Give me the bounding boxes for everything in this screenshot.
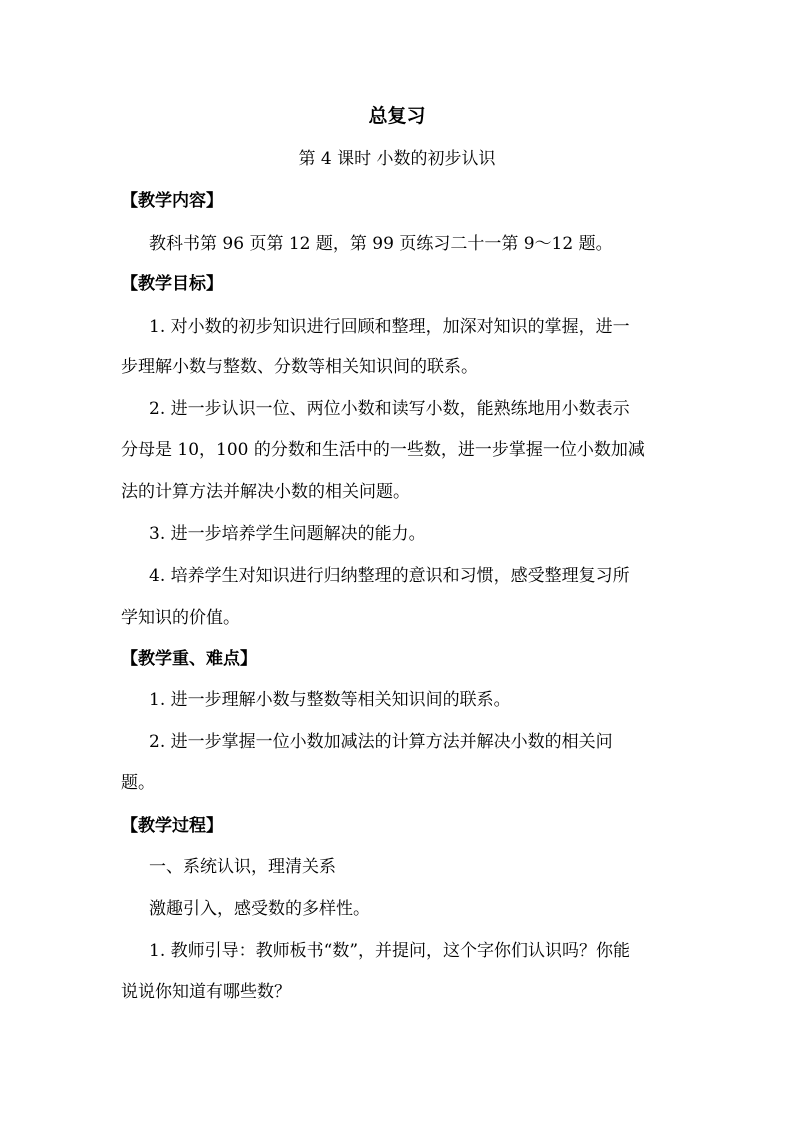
section-heading-process: 【教学过程】: [121, 816, 223, 836]
paragraph: 1. 进一步理解小数与整数等相关知识间的联系。: [149, 690, 511, 710]
document-title: 总复习: [368, 105, 426, 127]
paragraph: 1. 对小数的初步知识进行回顾和整理，加深对知识的掌握，进一: [149, 317, 630, 337]
paragraph: 法的计算方法并解决小数的相关问题。: [121, 482, 410, 502]
paragraph: 学知识的价值。: [121, 608, 240, 628]
paragraph: 说说你知道有哪些数？: [121, 982, 291, 1002]
paragraph: 步理解小数与整数、分数等相关知识间的联系。: [121, 357, 478, 377]
paragraph: 分母是 10，100 的分数和生活中的一些数，进一步掌握一位小数加减: [121, 440, 645, 460]
paragraph: 2. 进一步认识一位、两位小数和读写小数，能熟练地用小数表示: [149, 399, 630, 419]
paragraph: 题。: [121, 773, 155, 793]
paragraph: 教科书第 96 页第 12 题，第 99 页练习二十一第 9～12 题。: [149, 234, 613, 254]
section-heading-goals: 【教学目标】: [121, 274, 223, 294]
paragraph: 2. 进一步掌握一位小数加减法的计算方法并解决小数的相关问: [149, 732, 613, 752]
section-heading-keypoints: 【教学重、难点】: [121, 649, 257, 669]
paragraph: 3. 进一步培养学生问题解决的能力。: [149, 524, 426, 544]
paragraph: 一、系统认识，理清关系: [149, 857, 336, 877]
document-subtitle: 第 4 课时 小数的初步认识: [298, 149, 496, 169]
paragraph: 激趣引入，感受数的多样性。: [149, 899, 370, 919]
paragraph: 4. 培养学生对知识进行归纳整理的意识和习惯，感受整理复习所: [149, 566, 630, 586]
section-heading-content: 【教学内容】: [121, 191, 223, 211]
paragraph: 1. 教师引导：教师板书“数”，并提问，这个字你们认识吗？你能: [149, 941, 631, 961]
